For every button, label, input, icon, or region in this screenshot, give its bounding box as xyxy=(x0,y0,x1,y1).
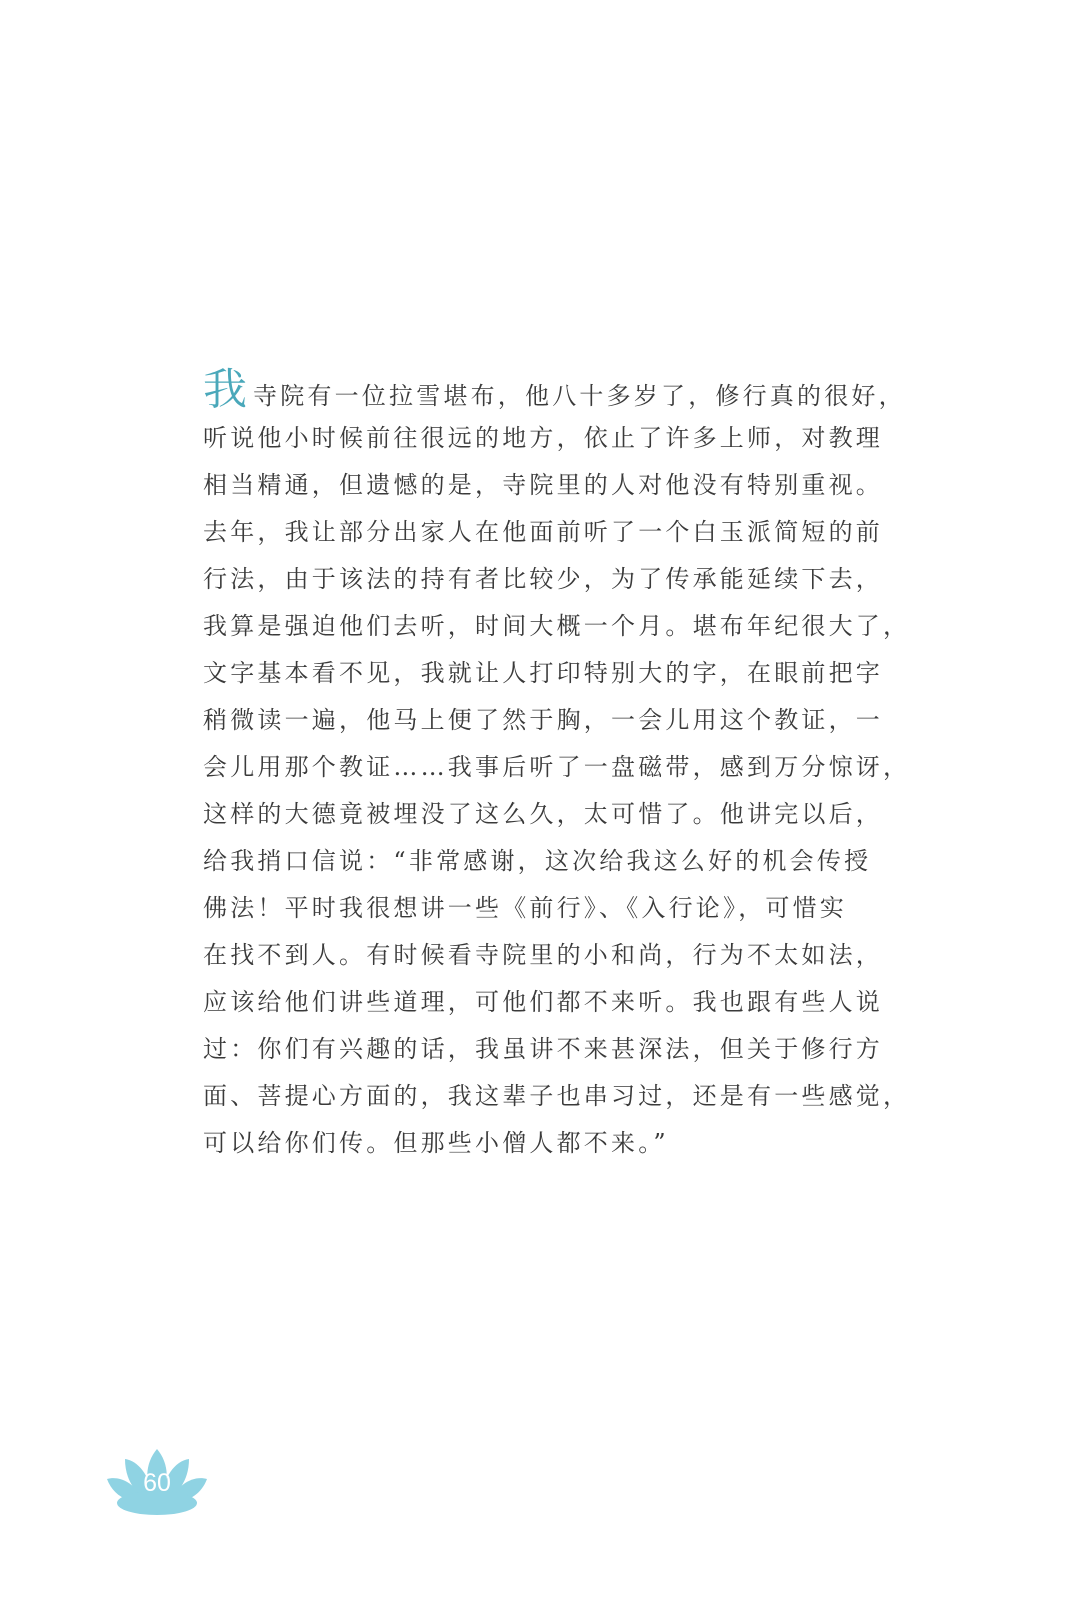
text-line: 给我捎口信说：“非常感谢，这次给我这么好的机会传授 xyxy=(203,847,872,875)
text-line-content: 寺院有一位拉雪堪布，他八十多岁了，修行真的很好， xyxy=(253,382,906,410)
text-line: 面、菩提心方面的，我这辈子也串习过，还是有一些感觉， xyxy=(203,1082,911,1110)
body-text xyxy=(203,355,911,1167)
text-line: 我算是强迫他们去听，时间大概一个月。堪布年纪很大了， xyxy=(203,612,911,640)
text-line: 文字基本看不见，我就让人打印特别大的字，在眼前把字 xyxy=(203,659,883,687)
text-line: 过：你们有兴趣的话，我虽讲不来甚深法，但关于修行方 xyxy=(203,1035,883,1063)
text-line: 佛法！平时我很想讲一些《前行》、《入行论》，可惜实 xyxy=(203,894,847,922)
text-line: 在找不到人。有时候看寺院里的小和尚，行为不太如法， xyxy=(203,941,883,969)
text-line: 行法，由于该法的持有者比较少，为了传承能延续下去， xyxy=(203,565,883,593)
text-line xyxy=(203,355,906,415)
page-number: 60 xyxy=(143,1469,171,1497)
text-line: 可以给你们传。但那些小僧人都不来。” xyxy=(203,1129,669,1157)
text-line: 相当精通，但遗憾的是，寺院里的人对他没有特别重视。 xyxy=(203,471,883,499)
text-line: 去年，我让部分出家人在他面前听了一个白玉派简短的前 xyxy=(203,518,883,546)
drop-cap: 我 xyxy=(203,364,247,415)
text-line: 应该给他们讲些道理，可他们都不来听。我也跟有些人说 xyxy=(203,988,883,1016)
text-line: 稍微读一遍，他马上便了然于胸，一会儿用这个教证，一 xyxy=(203,706,883,734)
text-line: 会儿用那个教证……我事后听了一盘磁带，感到万分惊讶， xyxy=(203,753,911,781)
text-line: 听说他小时候前往很远的地方，依止了许多上师，对教理 xyxy=(203,424,883,452)
text-line: 这样的大德竟被埋没了这么久，太可惜了。他讲完以后， xyxy=(203,800,883,828)
